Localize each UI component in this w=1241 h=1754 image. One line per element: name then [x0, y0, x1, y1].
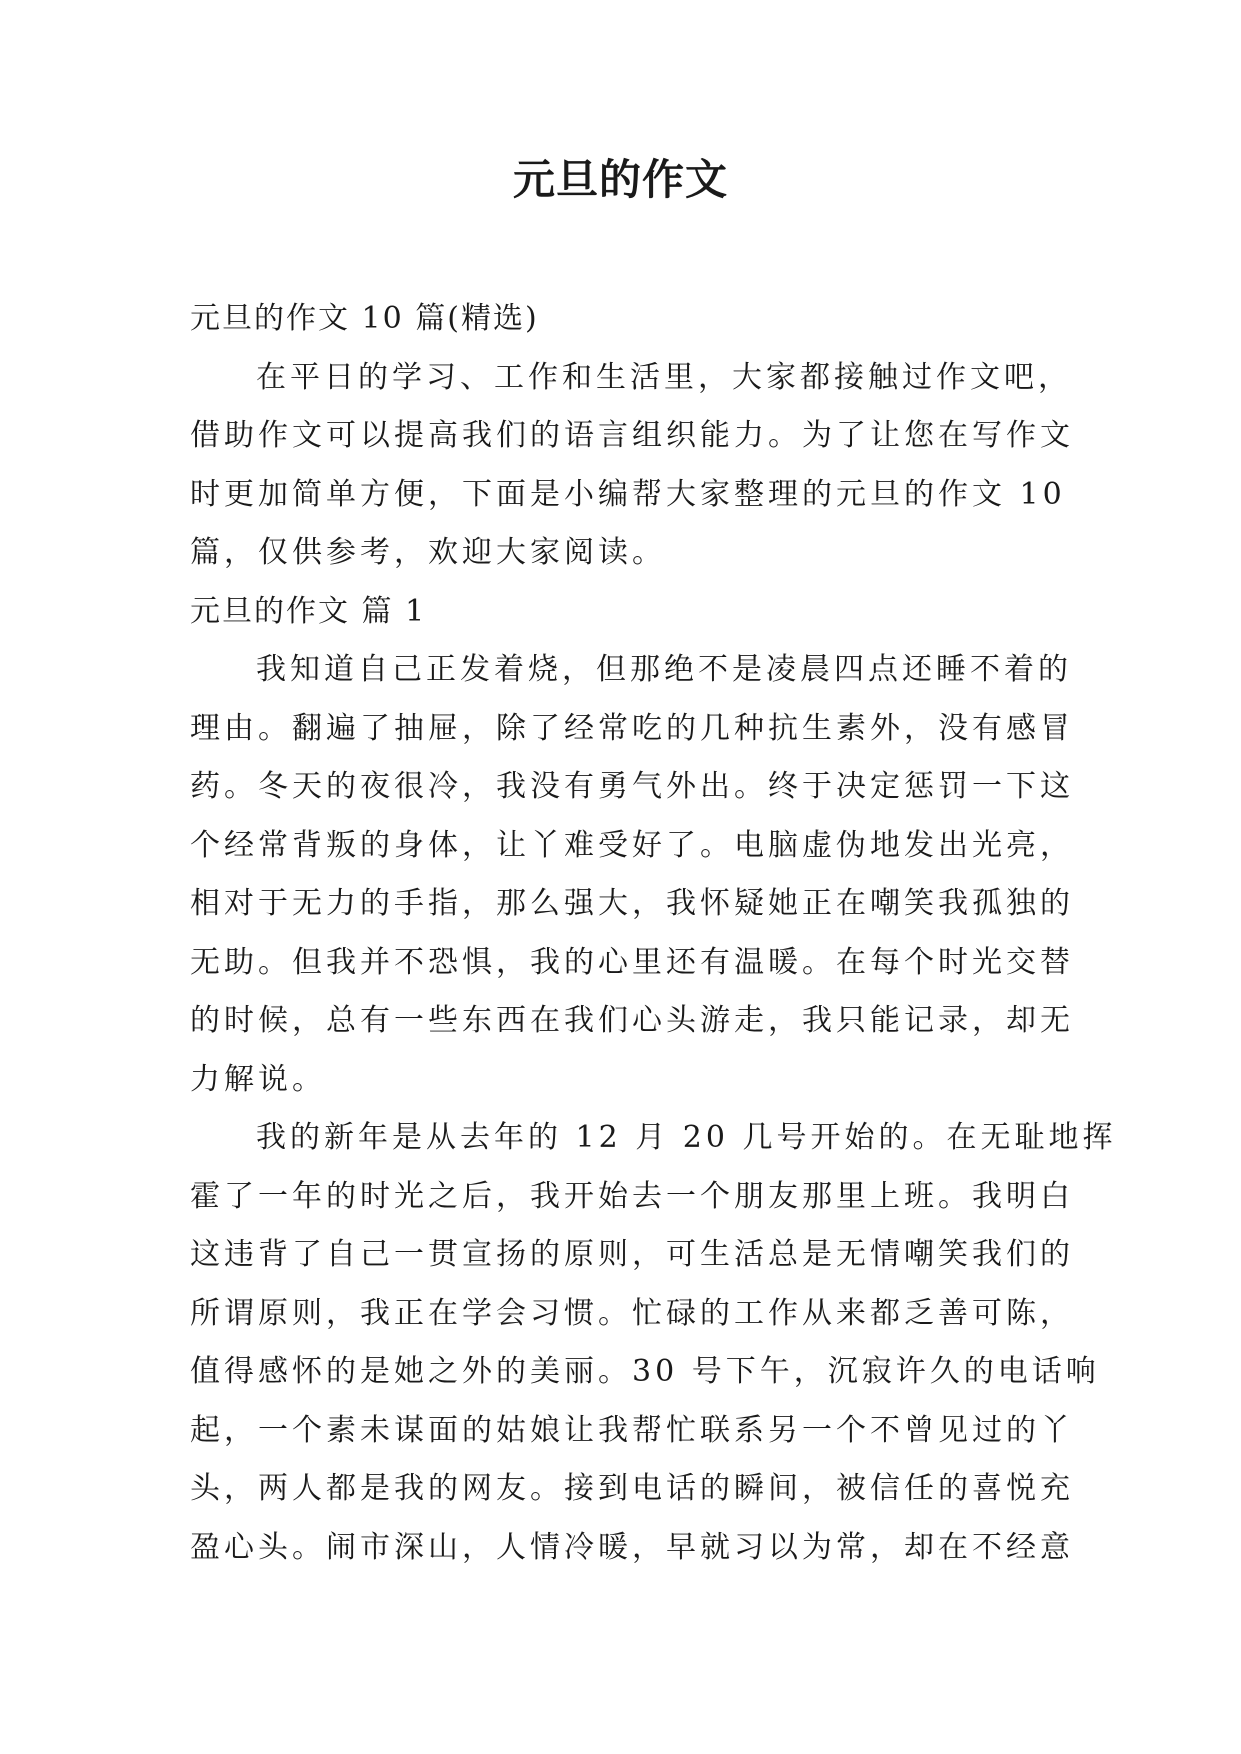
document-title: 元旦的作文 — [512, 155, 728, 204]
paragraph-1-line-4: 个经常背叛的身体，让丫难受好了。电脑虚伪地发出光亮， — [190, 827, 1074, 863]
paragraph-1-line-6: 无助。但我并不恐惧，我的心里还有温暖。在每个时光交替 — [190, 944, 1074, 980]
paragraph-1-line-2: 理由。翻遍了抽屉，除了经常吃的几种抗生素外，没有感冒 — [190, 710, 1074, 746]
paragraph-2-line-4: 所谓原则，我正在学会习惯。忙碌的工作从来都乏善可陈， — [190, 1295, 1074, 1331]
paragraph-2-line-7: 头，两人都是我的网友。接到电话的瞬间，被信任的喜悦充 — [190, 1471, 1074, 1506]
intro-line-4: 篇，仅供参考，欢迎大家阅读。 — [190, 535, 666, 570]
section-heading-1: 元旦的作文 篇 1 — [190, 593, 427, 629]
paragraph-2-line-5: 值得感怀的是她之外的美丽。30 号下午，沉寂许久的电话响 — [190, 1354, 1100, 1389]
paragraph-2-line-2: 霍了一年的时光之后，我开始去一个朋友那里上班。我明白 — [190, 1178, 1074, 1214]
paragraph-2-line-1: 我的新年是从去年的 12 月 20 几号开始的。在无耻地挥 — [256, 1120, 1117, 1155]
intro-line-1: 在平日的学习、工作和生活里，大家都接触过作文吧， — [256, 359, 1072, 395]
subtitle-line: 元旦的作文 10 篇(精选) — [190, 301, 539, 336]
paragraph-1-line-5: 相对于无力的手指，那么强大，我怀疑她正在嘲笑我孤独的 — [190, 886, 1074, 921]
paragraph-2-line-3: 这违背了自己一贯宣扬的原则，可生活总是无情嘲笑我们的 — [190, 1237, 1074, 1272]
intro-line-2: 借助作文可以提高我们的语言组织能力。为了让您在写作文 — [190, 418, 1074, 453]
paragraph-1-line-7: 的时候，总有一些东西在我们心头游走，我只能记录，却无 — [190, 1003, 1074, 1038]
document-body — [190, 290, 1117, 1577]
paragraph-1-line-8: 力解说。 — [190, 1061, 326, 1097]
paragraph-2-line-6: 起，一个素未谋面的姑娘让我帮忙联系另一个不曾见过的丫 — [190, 1412, 1074, 1448]
paragraph-1-line-3: 药。冬天的夜很冷，我没有勇气外出。终于决定惩罚一下这 — [190, 769, 1074, 804]
intro-line-3: 时更加简单方便，下面是小编帮大家整理的元旦的作文 10 — [190, 476, 1066, 512]
paragraph-2-line-8: 盈心头。闹市深山，人情冷暖，早就习以为常，却在不经意 — [190, 1529, 1074, 1565]
paragraph-1-line-1: 我知道自己正发着烧，但那绝不是凌晨四点还睡不着的 — [256, 652, 1072, 687]
